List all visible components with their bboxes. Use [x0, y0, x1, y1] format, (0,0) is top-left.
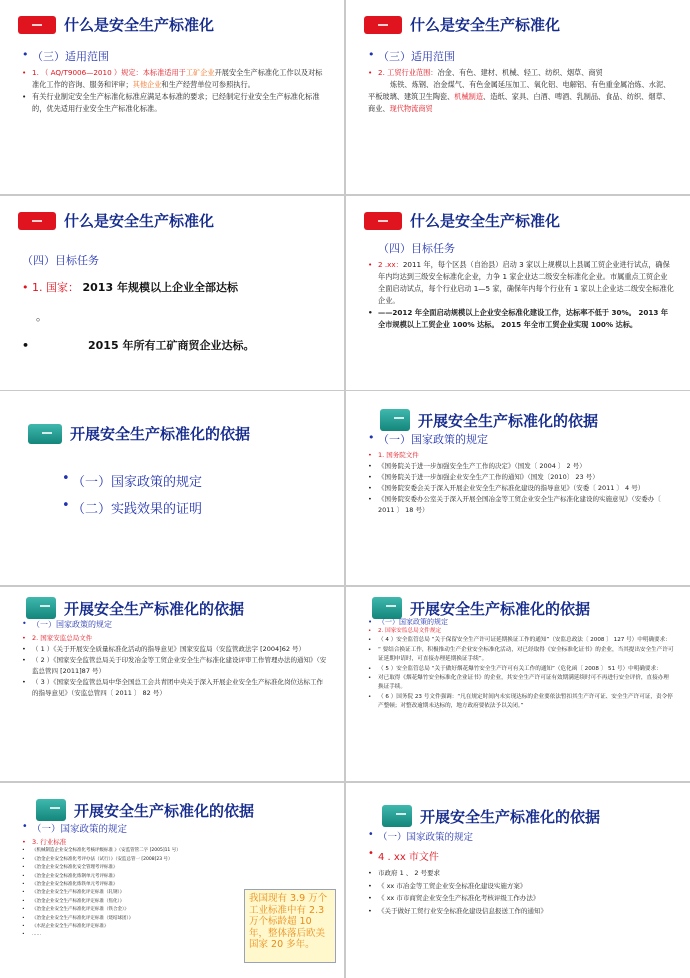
section-heading: • 2. 国家安监总局文件规定 [368, 627, 674, 636]
list-item: • 《机械制造企业安全标准化考核评级标准 》（安监管管二字 [2005]11 号） [22, 847, 234, 855]
list-item: • 《 xx 市市商贸企业安全生产标准化考核评级工作办法》 [368, 892, 674, 905]
slide-header [382, 805, 600, 827]
subtitle: • （一）国家政策的规定 [368, 431, 674, 447]
slide-header [364, 14, 560, 35]
list-item: • （一）国家政策的规定 [62, 471, 328, 490]
slide-title: 开展安全生产标准化的依据 [64, 599, 245, 618]
slide-title: 什么是安全生产标准化 [64, 16, 215, 34]
list-item: • （ 6 ）国务院 23 号文件强调：“凡在规定时间内未实现达标的企业要依法暂扣其生产许可证、安全生产许可证，责令停产整顿；对整改逾期未达标的，地方政府要依法予以关闭。” [368, 693, 674, 712]
list-item: • 《冶金企业安全标准化炼铁单元考评标准》 [22, 881, 234, 889]
paragraph-2: • 2015 年所有工矿商贸企业达标。 [22, 337, 328, 355]
list-item: • 《水泥企业安全生产标准化评定标准》 [22, 923, 234, 931]
list-item: • （ 3 ）《国家安全监管总局中华全国总工会共青团中央关于深入开展企业安全生产标准化岗位达标工作的指导意见》（安监总管四〔 2011 〕 82 号） [22, 677, 328, 699]
section-heading: • 2. 国家安监总局文件 [22, 633, 328, 644]
slide-header [18, 210, 214, 231]
slide-4 [346, 196, 690, 390]
paragraph-1-end: 。 [36, 310, 47, 323]
slide-header [372, 597, 590, 619]
list-item: • 《国务院安委会关于深入开展企业安全生产标准化建设的指导意见》（安委〔 2011 〕 4 号） [368, 483, 674, 494]
slide-title: 什么是安全生产标准化 [410, 16, 561, 34]
slide-title: 开展安全生产标准化的依据 [418, 411, 599, 430]
paragraph-1: • 1. （ AQ/T9006—2010 ）规定：本标准适用于工矿企业开展安全生产标准化工作以及对标准化工作的咨询、服务和评审；其他企业和生产经营单位可参照执行。 [22, 67, 328, 91]
slide-header [18, 14, 214, 35]
slide-5 [0, 391, 344, 585]
list-item: • 市政府 1 、 2 号要求 [368, 867, 674, 880]
list-item: • 《冶金企业安全生产标准化评定标准（烧结球团）》 [22, 915, 234, 923]
subtitle: （四）目标任务 [22, 254, 99, 267]
slide-title: 开展安全生产标准化的依据 [70, 425, 251, 443]
paragraph-2: • 有关行业制定安全生产标准化标准应满足本标准的要求；已经制定行业安全生产标准化标准的，优先适用行业安全生产标准化标准。 [22, 91, 328, 115]
slide-7 [0, 587, 344, 781]
slide-2 [346, 0, 690, 194]
title-marker-icon [18, 16, 56, 34]
list-item: • 《冶金企业安全标准化考评办法（试行）》（安监总管一 [2008]23 号） [22, 856, 234, 864]
list-item: • 《冶金企业安全标准化安全管理考评标准》 [22, 864, 234, 872]
section-heading: • 1. 国务院文件 [368, 450, 674, 461]
list-item: • （ 4 ）安全监管总局 “关于保留安全生产许可证延期换证工作的通知”（安监总政法〔 2008 〕 127 号）中明确要求： [368, 636, 674, 645]
subtitle: • （三）适用范围 [368, 48, 674, 64]
slide-6 [346, 391, 690, 585]
list-item: • 《关于做好工贸行业安全标准化建设信息报送工作的通知》 [368, 905, 674, 918]
paragraph-1: • 1. 国家： 2013 年规模以上企业全部达标 [22, 279, 328, 297]
paragraph-1: • 2 .xx：2011 年，每个区县（自治县）启动 3 家以上规模以上县属工贸企业进行试点，确保年内均达到三级安全标准化企业，力争 1 家企业达二级安全标准化企业。市属重点工贸企业全面启动试点，每个行业启动 1—5 家，确保年内每个行业有 1 家以上企业达二级安全标准化企业。 [368, 259, 674, 307]
list-item: • （ 2 ）《国家安全监管总局关于印发冶金等工贸企业安全生产标准化建设评审工作管理办法的通知》（安监总管四 [2011]87 号） [22, 655, 328, 677]
subtitle: （四）目标任务 [378, 242, 455, 255]
subtitle: • （三）适用范围 [22, 48, 328, 64]
title-marker-icon [18, 212, 56, 230]
list-item: • 《国务院关于进一步加强安全生产工作的决定》（国发〔 2004 〕 2 号） [368, 461, 674, 472]
slide-title: 什么是安全生产标准化 [64, 212, 215, 230]
list-item: • “ 要结合换证工作，积极推动生产企业安全标准化活动，对已经取得《安全标准化证书》的企业，当其提出安全生产许可证延期申请时，可直接办理延期换证手续”。 [368, 646, 674, 665]
list-item: • （ 1 ）《关于开展安全质量标准化活动的指导意见》国家安监局（安监管政法字 [2004]62 号） [22, 644, 328, 655]
list-item: • …… [22, 931, 234, 939]
slide-header [364, 210, 560, 231]
subtitle: • （一）国家政策的规定 [368, 829, 674, 843]
slide-title: 开展安全生产标准化的依据 [410, 599, 591, 618]
list-item: • （二）实践效果的证明 [62, 498, 328, 517]
list-item: • 《国务院关于进一步加强企业安全生产工作的通知》（国发〔2010〕 23 号） [368, 472, 674, 483]
list-item: • 《 xx 市冶金等工贸企业安全标准化建设实施方案》 [368, 880, 674, 893]
paragraph-1: • 2. 工贸行业范围：冶金、有色、建材、机械、轻工、纺织、烟草、商贸 [368, 67, 674, 79]
slide-header [380, 409, 598, 431]
slide-title: 什么是安全生产标准化 [410, 212, 561, 230]
title-marker-icon [382, 805, 412, 827]
slide-3 [0, 196, 344, 390]
list-item: • 《冶金企业安全生产标准化评定标准（轧钢）》 [22, 889, 234, 897]
slide-title: 开展安全生产标准化的依据 [74, 801, 255, 820]
list-item: • 《国务院安委办公室关于深入开展全国冶金等工贸企业安全生产标准化建设的实施意见》（安委办〔 2011 〕 18 号） [368, 494, 674, 516]
title-marker-icon [36, 799, 66, 821]
subtitle: • （一）国家政策的规定 [22, 619, 328, 630]
slide-1 [0, 0, 344, 194]
slide-header [36, 799, 254, 821]
subtitle: • （一）国家政策的规定 [22, 821, 234, 835]
paragraph-2: • ——2012 年全面启动规模以上企业安全标准化建设工作，达标率不低于 30%。 2013 年全市规模以上工贸企业 100% 达标。 2015 年全市工贸企业实现 100% 达标。 [368, 307, 674, 331]
title-marker-icon [26, 597, 56, 619]
slide-8 [346, 587, 690, 781]
section-heading: • 4 . xx 市文件 [368, 848, 674, 863]
subtitle: • （一）国家政策的规定 [368, 617, 674, 627]
section-heading: • 3. 行业标准 [22, 838, 234, 847]
title-marker-icon [372, 597, 402, 619]
list-item: • 对已取得《烟花爆竹安全标准化企业证书》的企业，其安全生产许可证有效期满延续时可不再进行安全评价，直接办理换证手续。 [368, 674, 674, 693]
title-marker-icon [28, 424, 62, 444]
slide-title: 开展安全生产标准化的依据 [420, 807, 601, 826]
list-item: • 《冶金企业安全标准化炼钢单元考评标准》 [22, 873, 234, 881]
list-item: • 《冶金企业安全生产标准化评定标准（铁合金）》 [22, 906, 234, 914]
slide-header [28, 423, 250, 444]
list-item: • （ 5 ）安全监管总局 “关于做好烟花爆竹安全生产许可有关工作的通知”（危化函〔 2008 〕 51 号）中明确要求： [368, 665, 674, 674]
title-marker-icon [364, 212, 402, 230]
paragraph-2: 炼铁、炼钢、冶金煤气、有色金属延压加工、氧化铝、电解铝、有色重金属冶炼、水泥、平板玻璃、建筑卫生陶瓷、机械制造、造纸、家具、白酒、啤酒、乳制品、食品、纺织、烟草、商业、现代物流商贸 [368, 80, 671, 113]
list-item: • 《冶金企业安全生产标准化评定标准（焦化）》 [22, 898, 234, 906]
slide-10 [346, 783, 690, 978]
slide-header [26, 597, 244, 619]
callout-box: 我国现有 3.9 万个工业标准中有 2.3 万个标龄超 10 年，整体落后欧美国家 20 多年。 [244, 889, 336, 963]
slide-9 [0, 783, 344, 978]
title-marker-icon [380, 409, 410, 431]
title-marker-icon [364, 16, 402, 34]
